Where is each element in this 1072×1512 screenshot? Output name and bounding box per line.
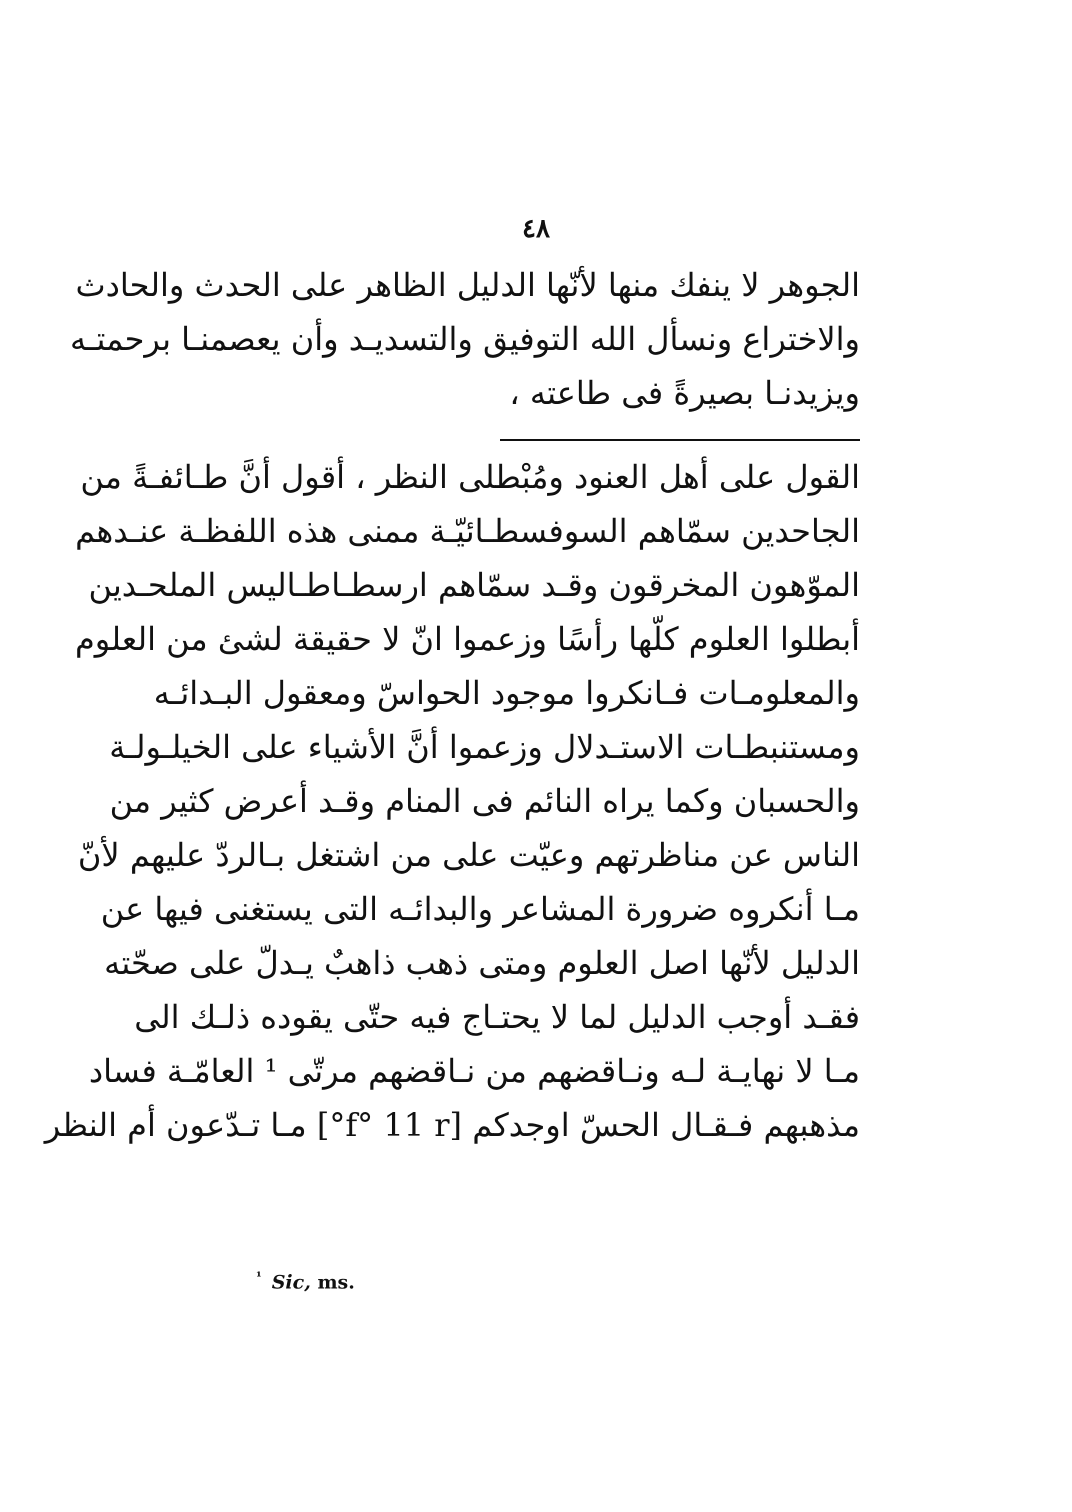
footnote-text: ms. <box>317 1271 355 1294</box>
text-line: القول على أهل العنود ومُبْطلى النظر ، أقول أنَّ طـائفـةً من <box>80 458 860 496</box>
text-line: الناس عن مناظرتهم وعيّت على من اشتغل بـالردّ عليهم لأنّ <box>77 836 860 874</box>
text-line: والحسبان وكما يراه النائم فى المنام وقـد أعرض كثير من <box>109 782 860 820</box>
text-line: مـا أنكروه ضرورة المشاعر والبدائـه التى يستغنى فيها عن <box>100 890 860 928</box>
paragraph-two <box>44 450 860 1152</box>
paragraph-one <box>69 258 860 420</box>
footnote-sic: Sic, <box>271 1271 311 1294</box>
text-line: والاختراع ونسأل الله التوفيق والتسديـد وأن يعصمنـا برحمتـه <box>69 320 860 358</box>
text-line: الجاحدين سمّاهم السوفسطـائيّـة ممنى هذه اللفظـة عنـدهم <box>75 512 860 550</box>
text-line: مـا لا نهايـة لـه ونـاقضهم من نـاقضهم مرتّى ¹ العامّـة فساد <box>88 1052 860 1090</box>
text-line: مذهبهم فـقـال الحسّ اوجدكم [f° 11 r°] مـا تـدّعون أم النظر <box>44 1106 860 1144</box>
footnote-marker: ¹ <box>256 1270 262 1285</box>
text-line: ومستنبطـات الاستـدلال وزعموا أنَّ الأشياء على الخيلـولـة <box>109 728 860 766</box>
page-number: ٤٨ <box>522 214 550 244</box>
section-divider <box>500 439 860 441</box>
text-line: الجوهر لا ينفك منها لأنّها الدليل الظاهر على الحدث والحادث <box>75 266 860 304</box>
text-line: فقـد أوجب الدليل لما لا يحتـاج فيه حتّى يقوده ذلـك الى <box>134 998 860 1036</box>
footnote <box>256 1270 355 1293</box>
text-line: والمعلومـات فـانكروا موجود الحواسّ ومعقول البـدائـه <box>153 674 860 712</box>
text-line: الدليل لأنّها اصل العلوم ومتى ذهب ذاهبٌ يـدلّ على صحّته <box>104 944 860 982</box>
text-line: أبطلوا العلوم كلّها رأسًا وزعموا انّ لا حقيقة لشئ من العلوم <box>74 620 860 658</box>
text-line: الموّهون المخرقون وقـد سمّاهم ارسطـاطـاليس الملحـدين <box>88 566 860 604</box>
text-line: ويزيدنـا بصيرةً فى طاعته ، <box>509 374 860 412</box>
